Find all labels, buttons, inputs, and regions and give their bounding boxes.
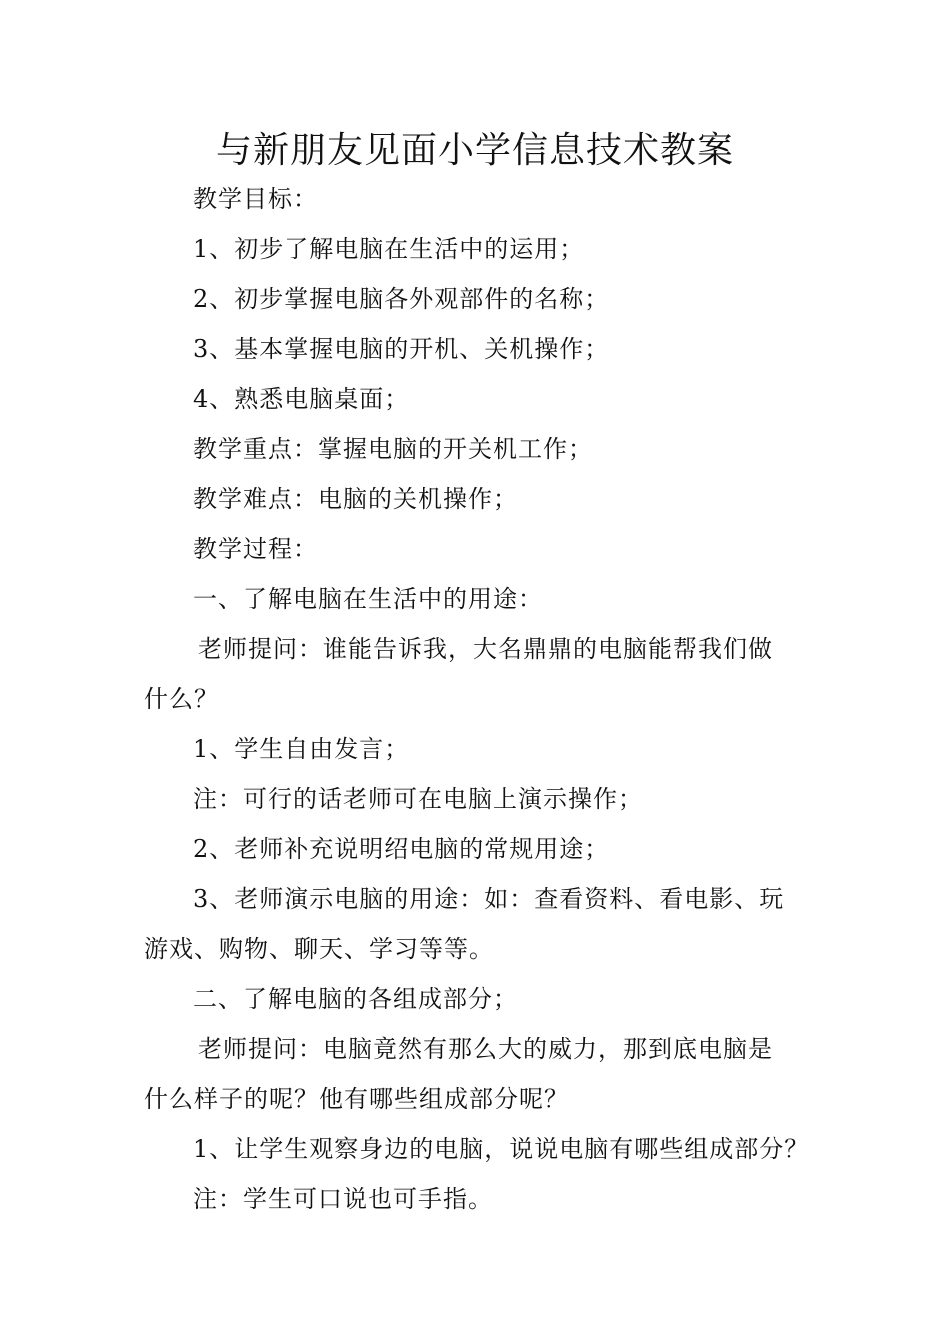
process-step-1-heading: 一、了解电脑在生活中的用途： [193, 585, 543, 613]
activity-item-2: 2、老师补充说明绍电脑的常规用途； [193, 835, 610, 863]
teacher-question-2-line1: 老师提问：电脑竟然有那么大的威力，那到底电脑是 [198, 1035, 773, 1063]
activity-item-3-line1: 3、老师演示电脑的用途：如：查看资料、看电影、玩 [193, 885, 785, 913]
objective-item-2: 2、初步掌握电脑各外观部件的名称； [193, 285, 610, 313]
section-heading-objectives: 教学目标： [193, 185, 318, 213]
document-title: 与新朋友见面小学信息技术教案 [215, 130, 734, 171]
objective-item-1: 1、初步了解电脑在生活中的运用； [193, 235, 585, 263]
teacher-question-2-line2: 什么样子的呢？他有哪些组成部分呢？ [144, 1085, 569, 1113]
note-line-2: 注：学生可口说也可手指。 [193, 1185, 493, 1213]
note-line-1: 注：可行的话老师可在电脑上演示操作； [193, 785, 643, 813]
teacher-question-1-line2: 什么？ [144, 685, 219, 713]
activity-item-1: 1、学生自由发言； [193, 735, 410, 763]
difficulty-line: 教学难点：电脑的关机操作； [193, 485, 518, 513]
key-point-line: 教学重点：掌握电脑的开关机工作； [193, 435, 593, 463]
process-step-2-heading: 二、了解电脑的各组成部分； [193, 985, 518, 1013]
objective-item-4: 4、熟悉电脑桌面； [193, 385, 410, 413]
observation-item-1: 1、让学生观察身边的电脑，说说电脑有哪些组成部分？ [193, 1135, 810, 1163]
activity-item-3-line2: 游戏、购物、聊天、学习等等。 [144, 935, 494, 963]
objective-item-3: 3、基本掌握电脑的开机、关机操作； [193, 335, 610, 363]
section-heading-process: 教学过程： [193, 535, 318, 563]
teacher-question-1-line1: 老师提问：谁能告诉我，大名鼎鼎的电脑能帮我们做 [198, 635, 773, 663]
